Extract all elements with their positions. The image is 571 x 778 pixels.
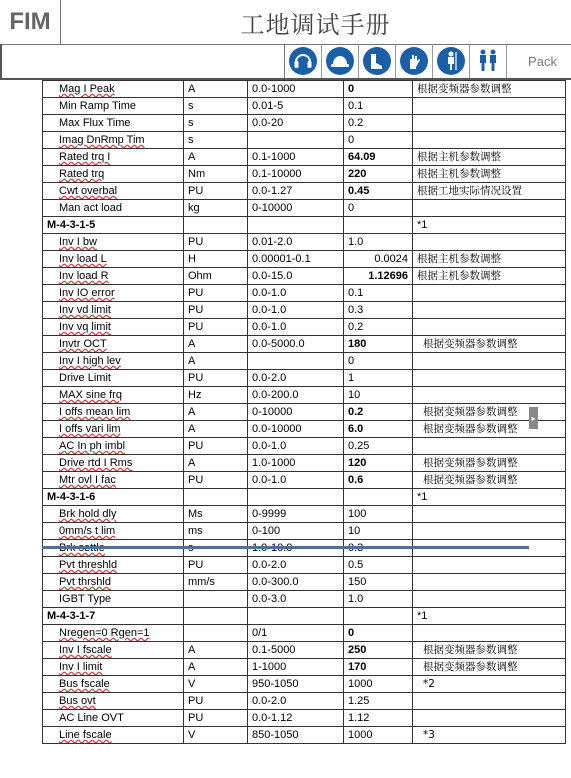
param-value: 6.0 <box>344 421 413 438</box>
param-value: 0.1 <box>344 98 413 115</box>
param-unit: A <box>184 336 248 353</box>
empty-cell <box>184 217 248 234</box>
param-range <box>248 132 344 149</box>
param-name <box>43 302 184 319</box>
param-value: 150 <box>344 574 413 591</box>
table-row <box>43 268 566 285</box>
param-note: 根据变频器参数调整 <box>413 642 566 659</box>
table-row <box>43 659 566 676</box>
table-row <box>43 676 566 693</box>
param-name <box>43 438 184 455</box>
param-name <box>43 251 184 268</box>
param-unit: A <box>184 642 248 659</box>
param-unit: A <box>184 659 248 676</box>
param-note <box>413 115 566 132</box>
two-person-icon <box>470 44 507 78</box>
table-row <box>43 336 566 353</box>
param-name <box>43 557 184 574</box>
table-row <box>43 285 566 302</box>
param-value: 0.2 <box>344 115 413 132</box>
section-id: M-4-3-1-6 <box>43 489 184 506</box>
harness-icon <box>433 44 470 78</box>
header-divider <box>0 44 2 80</box>
param-unit: mm/s <box>184 574 248 591</box>
param-note <box>413 98 566 115</box>
param-value: 1000 <box>344 676 413 693</box>
param-range: 1.0-1000 <box>248 455 344 472</box>
pack-label: Pack <box>528 53 557 69</box>
page-header <box>0 0 571 80</box>
param-name-text: 0mm/s t lim <box>59 525 116 537</box>
param-name <box>43 676 184 693</box>
param-name <box>43 642 184 659</box>
param-note <box>413 302 566 319</box>
param-name-text: Inv I limit <box>59 661 103 673</box>
empty-cell <box>248 217 344 234</box>
param-name-text: Rated trq I <box>59 151 111 163</box>
param-note <box>413 319 566 336</box>
param-note <box>413 370 566 387</box>
param-note: 根据主机参数调整 <box>413 268 566 285</box>
param-name-text: Inv load L <box>59 253 107 265</box>
param-name-text: AC In ph imbl <box>59 440 126 452</box>
param-range: 0-100 <box>248 523 344 540</box>
param-value: 1.12696 <box>344 268 413 285</box>
param-name <box>43 455 184 472</box>
param-range: 0.0-2.0 <box>248 370 344 387</box>
param-unit: V <box>184 727 248 744</box>
section-row <box>43 217 566 234</box>
param-name-text: Inv I high lev <box>59 355 121 367</box>
hearing-protection-icon <box>285 44 322 78</box>
param-name-text: Nregen=0 Rgen=1 <box>59 627 150 639</box>
table-row <box>43 251 566 268</box>
param-value: 120 <box>344 455 413 472</box>
param-value: 10 <box>344 387 413 404</box>
table-row <box>43 166 566 183</box>
table-row <box>43 642 566 659</box>
param-note: 根据工地实际情况设置 <box>413 183 566 200</box>
param-unit: ms <box>184 523 248 540</box>
param-range: 0-10000 <box>248 200 344 217</box>
param-unit: PU <box>184 472 248 489</box>
param-name <box>43 659 184 676</box>
table-row <box>43 115 566 132</box>
empty-cell <box>344 217 413 234</box>
param-range: 0.0-15.0 <box>248 268 344 285</box>
param-name-text: Pvt threshld <box>59 559 118 571</box>
param-unit: s <box>184 132 248 149</box>
param-note: 根据变频器参数调整 <box>413 404 566 421</box>
empty-cell <box>344 608 413 625</box>
param-unit: A <box>184 149 248 166</box>
param-range: 0.0-5000.0 <box>248 336 344 353</box>
param-name-text: I offs mean lim <box>59 406 131 418</box>
param-value: 64.09 <box>344 149 413 166</box>
param-note <box>413 387 566 404</box>
param-note: 根据变频器参数调整 <box>413 81 566 98</box>
param-range: 850-1050 <box>248 727 344 744</box>
param-note: 根据变频器参数调整 <box>413 336 566 353</box>
param-value: 0.2 <box>344 319 413 336</box>
param-name <box>43 523 184 540</box>
param-unit: Nm <box>184 166 248 183</box>
param-note: *2 <box>413 676 566 693</box>
param-name-text: Mag I Peak <box>59 83 115 95</box>
table-row <box>43 438 566 455</box>
param-name: IGBT Type <box>43 591 184 608</box>
param-range: 0.0-10000 <box>248 421 344 438</box>
param-unit: Hz <box>184 387 248 404</box>
param-range: 0-10000 <box>248 404 344 421</box>
param-range: 1-1000 <box>248 659 344 676</box>
param-note: 根据变频器参数调整 <box>413 455 566 472</box>
param-name <box>43 285 184 302</box>
param-value: 1000 <box>344 727 413 744</box>
table-row <box>43 574 566 591</box>
param-note: 根据变频器参数调整 <box>413 659 566 676</box>
param-name-text: Bus fscale <box>59 678 110 690</box>
param-unit: V <box>184 676 248 693</box>
param-value: 1.12 <box>344 710 413 727</box>
param-name-text: Brk hold dly <box>59 508 117 520</box>
param-unit: kg <box>184 200 248 217</box>
param-name-text: Inv vd limit <box>59 304 111 316</box>
param-value: 0 <box>344 200 413 217</box>
param-name <box>43 234 184 251</box>
company-logo: FIM <box>0 0 61 45</box>
param-name <box>43 149 184 166</box>
table-row <box>43 81 566 98</box>
table-row <box>43 302 566 319</box>
param-unit: s <box>184 98 248 115</box>
table-row <box>43 149 566 166</box>
param-range: 0.0-300.0 <box>248 574 344 591</box>
table-row <box>43 421 566 438</box>
param-range: 0.01-5 <box>248 98 344 115</box>
param-range: 0.0-1000 <box>248 81 344 98</box>
empty-cell <box>344 489 413 506</box>
table-row <box>43 183 566 200</box>
table-row <box>43 557 566 574</box>
param-note <box>413 574 566 591</box>
param-note: 根据主机参数调整 <box>413 251 566 268</box>
param-range: 0.0-1.27 <box>248 183 344 200</box>
param-range: 0/1 <box>248 625 344 642</box>
param-name-text: Inv IO error <box>59 287 115 299</box>
param-note: 根据变频器参数调整 <box>413 472 566 489</box>
param-unit: PU <box>184 370 248 387</box>
param-value: 100 <box>344 506 413 523</box>
section-row <box>43 489 566 506</box>
param-range: 0.1-1000 <box>248 149 344 166</box>
param-unit: PU <box>184 234 248 251</box>
parameter-table-body <box>43 81 566 744</box>
param-name <box>43 268 184 285</box>
table-row <box>43 472 566 489</box>
param-note <box>413 506 566 523</box>
param-value: 0 <box>344 81 413 98</box>
table-row <box>43 353 566 370</box>
param-name <box>43 132 184 149</box>
param-value: 0 <box>344 132 413 149</box>
param-unit: Ohm <box>184 268 248 285</box>
param-note <box>413 132 566 149</box>
param-value: 0.2 <box>344 404 413 421</box>
param-note: *3 <box>413 727 566 744</box>
param-note <box>413 353 566 370</box>
param-value: 250 <box>344 642 413 659</box>
param-unit: A <box>184 353 248 370</box>
empty-cell <box>248 608 344 625</box>
param-range: 0.00001-0.1 <box>248 251 344 268</box>
param-name-text: Drive rtd I Rms <box>59 457 133 469</box>
safety-icons-row <box>284 44 507 78</box>
document-title: 工地调试手册 <box>60 0 571 45</box>
param-unit: A <box>184 81 248 98</box>
param-name <box>43 81 184 98</box>
param-name: Man act load <box>43 200 184 217</box>
param-value: 1.0 <box>344 234 413 251</box>
table-row <box>43 234 566 251</box>
param-name <box>43 404 184 421</box>
param-name <box>43 625 184 642</box>
table-row <box>43 591 566 608</box>
param-name <box>43 472 184 489</box>
param-note: 根据主机参数调整 <box>413 166 566 183</box>
param-unit: PU <box>184 557 248 574</box>
table-row <box>43 693 566 710</box>
section-id: M-4-3-1-7 <box>43 608 184 625</box>
table-row <box>43 132 566 149</box>
param-range: 0.0-1.0 <box>248 302 344 319</box>
param-name-text: I offs vari lim <box>59 423 121 435</box>
param-range: 0.0-2.0 <box>248 557 344 574</box>
param-range: 0.0-3.0 <box>248 591 344 608</box>
param-value: 0.25 <box>344 438 413 455</box>
param-value: 0 <box>344 625 413 642</box>
param-note <box>413 557 566 574</box>
param-unit: PU <box>184 302 248 319</box>
param-name <box>43 693 184 710</box>
param-value: 170 <box>344 659 413 676</box>
param-range: 0.0-1.0 <box>248 472 344 489</box>
param-value: 0.6 <box>344 472 413 489</box>
table-row <box>43 625 566 642</box>
param-value: 0.45 <box>344 183 413 200</box>
param-name <box>43 506 184 523</box>
parameter-table-wrap <box>42 80 529 744</box>
table-row <box>43 404 566 421</box>
table-row <box>43 370 566 387</box>
param-name: AC Line OVT <box>43 710 184 727</box>
param-name <box>43 336 184 353</box>
param-name-text: Mtr ovl I fac <box>59 474 116 486</box>
hard-hat-icon <box>322 44 359 78</box>
param-range: 0.0-200.0 <box>248 387 344 404</box>
param-name-text: Pvt thrshld <box>59 576 111 588</box>
param-name-text: Line fscale <box>59 729 112 741</box>
param-range: 0.0-1.0 <box>248 285 344 302</box>
table-row <box>43 387 566 404</box>
safety-boots-icon <box>359 44 396 78</box>
param-name <box>43 421 184 438</box>
param-range: 950-1050 <box>248 676 344 693</box>
param-name <box>43 353 184 370</box>
table-row <box>43 319 566 336</box>
table-row <box>43 200 566 217</box>
param-value: 180 <box>344 336 413 353</box>
param-note <box>413 285 566 302</box>
gloves-icon <box>396 44 433 78</box>
param-note <box>413 710 566 727</box>
section-note: *1 <box>413 608 566 625</box>
param-value: 0 <box>344 353 413 370</box>
param-unit <box>184 625 248 642</box>
param-value: 1.0 <box>344 591 413 608</box>
param-name-text: MAX sine frq <box>59 389 122 401</box>
section-divider-line <box>42 546 529 549</box>
param-note: 根据变频器参数调整 <box>413 421 566 438</box>
param-note <box>413 200 566 217</box>
param-range: 0.0-2.0 <box>248 693 344 710</box>
param-name-text: Inv vq limit <box>59 321 111 333</box>
param-value: 0.0024 <box>344 251 413 268</box>
param-unit: PU <box>184 693 248 710</box>
param-unit <box>184 591 248 608</box>
param-unit: PU <box>184 183 248 200</box>
param-value: 220 <box>344 166 413 183</box>
param-unit: Ms <box>184 506 248 523</box>
section-row <box>43 608 566 625</box>
param-range: 0.1-10000 <box>248 166 344 183</box>
param-unit: A <box>184 404 248 421</box>
param-range: 0.0-20 <box>248 115 344 132</box>
param-name <box>43 574 184 591</box>
param-range: 0.0-1.0 <box>248 438 344 455</box>
param-name <box>43 166 184 183</box>
param-name-text: Cwt overbal <box>59 185 118 197</box>
param-value: 0.1 <box>344 285 413 302</box>
param-name <box>43 183 184 200</box>
param-name-text: Inv I fscale <box>59 644 112 656</box>
param-name: Min Ramp Time <box>43 98 184 115</box>
param-value: 1 <box>344 370 413 387</box>
param-unit: s <box>184 115 248 132</box>
param-name-text: Rated trq <box>59 168 105 180</box>
param-range: 0.01-2.0 <box>248 234 344 251</box>
param-range <box>248 353 344 370</box>
scroll-handle[interactable]: ▸ <box>529 407 538 429</box>
param-note <box>413 523 566 540</box>
param-range: 0-9999 <box>248 506 344 523</box>
param-name-text: Bus ovt <box>59 695 96 707</box>
param-name: Drive Limit <box>43 370 184 387</box>
param-name <box>43 727 184 744</box>
section-note: *1 <box>413 489 566 506</box>
param-name <box>43 387 184 404</box>
param-unit: A <box>184 421 248 438</box>
table-row <box>43 98 566 115</box>
param-range: 0.1-5000 <box>248 642 344 659</box>
param-name-text: Inv load R <box>59 270 109 282</box>
param-note <box>413 693 566 710</box>
empty-cell <box>248 489 344 506</box>
param-name-text: Invtr OCT <box>59 338 107 350</box>
param-name <box>43 319 184 336</box>
param-unit: PU <box>184 319 248 336</box>
param-note <box>413 438 566 455</box>
table-row <box>43 727 566 744</box>
param-range: 0.0-1.12 <box>248 710 344 727</box>
param-value: 0.5 <box>344 557 413 574</box>
param-unit: H <box>184 251 248 268</box>
table-row <box>43 710 566 727</box>
param-range: 0.0-1.0 <box>248 319 344 336</box>
param-value: 1.25 <box>344 693 413 710</box>
param-value: 0.3 <box>344 302 413 319</box>
param-name-text: Imag DnRmp Tim <box>59 134 145 146</box>
param-value: 10 <box>344 523 413 540</box>
table-row <box>43 523 566 540</box>
param-unit: PU <box>184 438 248 455</box>
param-note <box>413 625 566 642</box>
param-name-text: Inv I bw <box>59 236 97 248</box>
param-name: Max Flux Time <box>43 115 184 132</box>
param-unit: A <box>184 455 248 472</box>
table-row <box>43 455 566 472</box>
table-row <box>43 506 566 523</box>
param-unit: PU <box>184 710 248 727</box>
parameter-table <box>42 80 566 744</box>
param-note <box>413 234 566 251</box>
empty-cell <box>184 608 248 625</box>
section-id: M-4-3-1-5 <box>43 217 184 234</box>
param-unit: PU <box>184 285 248 302</box>
empty-cell <box>184 489 248 506</box>
section-note: *1 <box>413 217 566 234</box>
param-note: 根据主机参数调整 <box>413 149 566 166</box>
param-note <box>413 591 566 608</box>
